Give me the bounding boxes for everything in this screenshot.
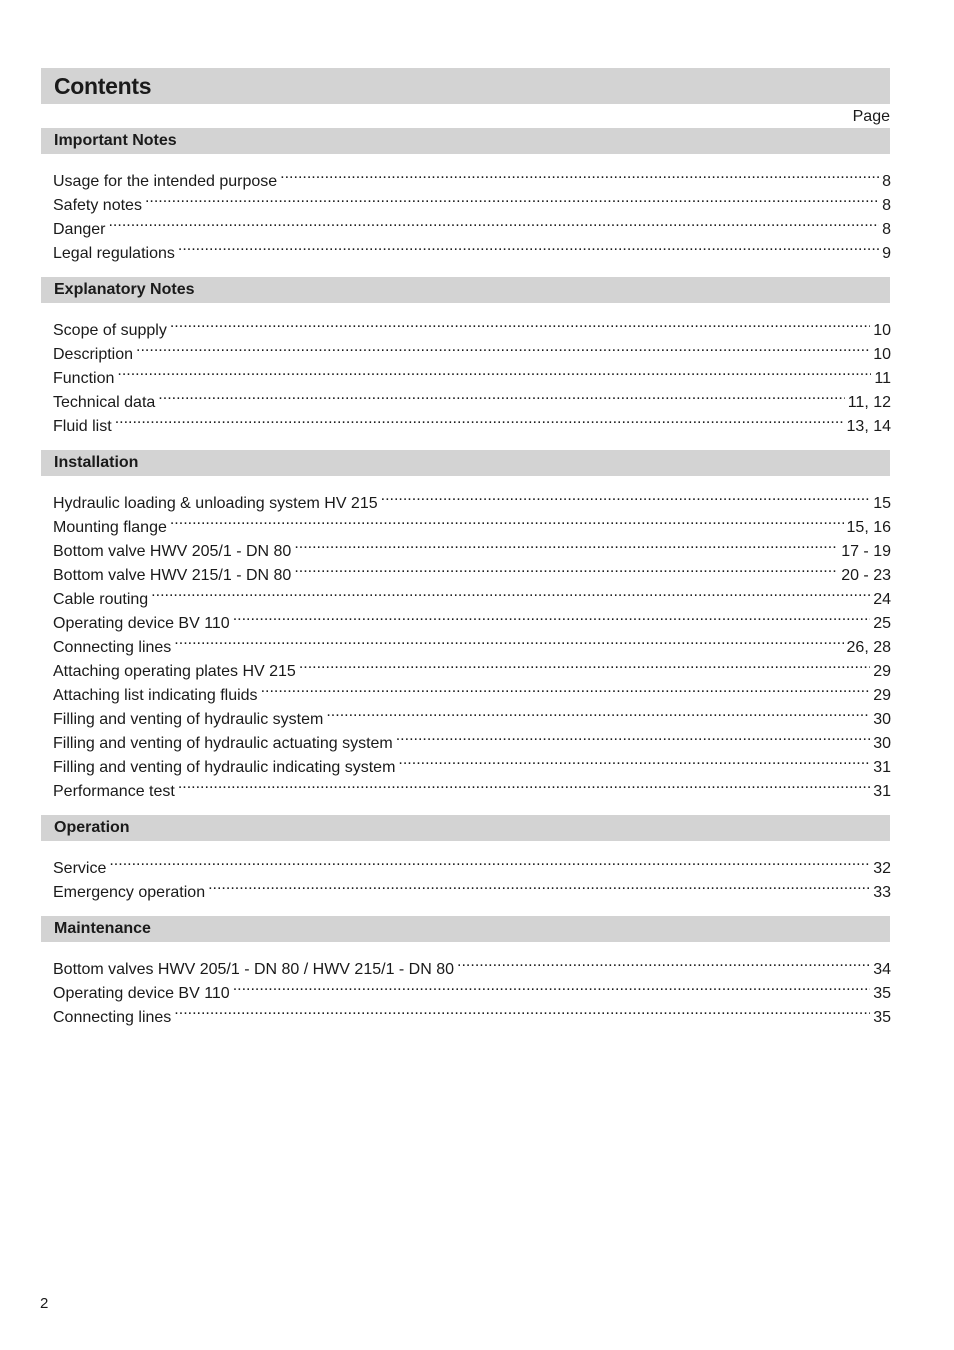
entry-page-number: 13, 14 bbox=[846, 418, 891, 435]
toc-entry[interactable] bbox=[53, 359, 891, 387]
dot-leader bbox=[158, 383, 844, 407]
entry-label: Filling and venting of hydraulic actuating system bbox=[53, 735, 393, 752]
toc-sections bbox=[41, 128, 890, 1041]
entry-page-number: 26, 28 bbox=[846, 639, 891, 656]
entry-page-number: 8 bbox=[882, 197, 891, 214]
entry-page-number: 32 bbox=[873, 860, 891, 877]
entry-label: Performance test bbox=[53, 783, 175, 800]
entry-label: Operating device BV 110 bbox=[53, 615, 230, 632]
entry-label: Operating device BV 110 bbox=[53, 985, 230, 1002]
dot-leader bbox=[170, 508, 844, 532]
toc-entry[interactable] bbox=[53, 210, 891, 238]
entry-list bbox=[41, 154, 891, 262]
dot-leader bbox=[261, 676, 871, 700]
entry-label: Emergency operation bbox=[53, 884, 206, 901]
entry-page-number: 10 bbox=[873, 346, 891, 363]
entry-page-number: 33 bbox=[873, 884, 891, 901]
entry-label: Fluid list bbox=[53, 418, 112, 435]
dot-leader bbox=[109, 849, 870, 873]
toc-section bbox=[41, 916, 890, 1041]
entry-label: Attaching list indicating fluids bbox=[53, 687, 258, 704]
dot-leader bbox=[170, 311, 870, 335]
entry-label: Bottom valves HWV 205/1 - DN 80 / HWV 215/1 - DN 80 bbox=[53, 961, 455, 978]
entry-page-number: 20 - 23 bbox=[841, 567, 891, 584]
page-column-label: Page bbox=[852, 108, 890, 125]
section-header bbox=[41, 277, 890, 303]
entry-label: Filling and venting of hydraulic system bbox=[53, 711, 324, 728]
dot-leader bbox=[233, 604, 871, 628]
entry-label: Attaching operating plates HV 215 bbox=[53, 663, 296, 680]
entry-label: Connecting lines bbox=[53, 639, 172, 656]
entry-label: Cable routing bbox=[53, 591, 149, 608]
section-header bbox=[41, 128, 890, 154]
toc-entry[interactable] bbox=[53, 604, 891, 632]
toc-entry[interactable] bbox=[53, 508, 891, 536]
entry-page-number: 35 bbox=[873, 1009, 891, 1026]
toc-entry[interactable] bbox=[53, 849, 891, 877]
entry-label: Function bbox=[53, 370, 115, 387]
entry-list bbox=[41, 303, 891, 435]
section-title: Operation bbox=[54, 819, 130, 836]
entry-page-number: 29 bbox=[873, 663, 891, 680]
entry-page-number: 11 bbox=[874, 370, 891, 387]
entry-label: Filling and venting of hydraulic indicating system bbox=[53, 759, 396, 776]
entry-label: Legal regulations bbox=[53, 245, 175, 262]
entry-list bbox=[41, 476, 891, 800]
entry-label: Usage for the intended purpose bbox=[53, 173, 278, 190]
entry-page-number: 31 bbox=[873, 783, 891, 800]
toc-entry[interactable] bbox=[53, 532, 891, 560]
entry-label: Hydraulic loading & unloading system HV 215 bbox=[53, 495, 378, 512]
dot-leader bbox=[299, 652, 870, 676]
dot-leader bbox=[294, 532, 838, 556]
dot-leader bbox=[326, 700, 870, 724]
footer-page-number: 2 bbox=[40, 1295, 49, 1312]
entry-list bbox=[41, 942, 891, 1026]
section-title: Important Notes bbox=[54, 132, 177, 149]
entry-page-number: 30 bbox=[873, 711, 891, 728]
entry-label: Danger bbox=[53, 221, 106, 238]
entry-page-number: 35 bbox=[873, 985, 891, 1002]
section-title: Explanatory Notes bbox=[54, 281, 195, 298]
toc-entry[interactable] bbox=[53, 383, 891, 411]
entry-list bbox=[41, 841, 891, 901]
entry-page-number: 29 bbox=[873, 687, 891, 704]
dot-leader bbox=[174, 628, 843, 652]
dot-leader bbox=[115, 407, 844, 431]
dot-leader bbox=[381, 484, 871, 508]
entry-page-number: 17 - 19 bbox=[841, 543, 891, 560]
entry-label: Connecting lines bbox=[53, 1009, 172, 1026]
entry-label: Safety notes bbox=[53, 197, 142, 214]
dot-leader bbox=[280, 162, 879, 186]
toc-entry[interactable] bbox=[53, 335, 891, 363]
toc-entry[interactable] bbox=[53, 950, 891, 978]
toc-entry[interactable] bbox=[53, 628, 891, 656]
toc-entry[interactable] bbox=[53, 772, 891, 800]
toc-entry[interactable] bbox=[53, 484, 891, 512]
dot-leader bbox=[396, 724, 870, 748]
dot-leader bbox=[117, 359, 871, 383]
section-spacer bbox=[41, 431, 890, 450]
toc-entry[interactable] bbox=[53, 234, 891, 262]
section-header bbox=[41, 450, 890, 476]
dot-leader bbox=[398, 748, 870, 772]
toc-entry[interactable] bbox=[53, 162, 891, 190]
dot-leader bbox=[145, 186, 879, 210]
dot-leader bbox=[174, 998, 870, 1022]
dot-leader bbox=[108, 210, 879, 234]
entry-page-number: 25 bbox=[873, 615, 891, 632]
entry-page-number: 11, 12 bbox=[847, 394, 891, 411]
toc-section bbox=[41, 815, 890, 916]
entry-label: Mounting flange bbox=[53, 519, 167, 536]
entry-page-number: 15 bbox=[873, 495, 891, 512]
toc-entry[interactable] bbox=[53, 186, 891, 214]
entry-label: Description bbox=[53, 346, 134, 363]
toc-section bbox=[41, 277, 890, 450]
dot-leader bbox=[457, 950, 870, 974]
entry-page-number: 9 bbox=[882, 245, 891, 262]
contents-page bbox=[41, 68, 890, 1041]
dot-leader bbox=[151, 580, 870, 604]
dot-leader bbox=[208, 873, 870, 897]
dot-leader bbox=[294, 556, 838, 580]
entry-page-number: 30 bbox=[873, 735, 891, 752]
dot-leader bbox=[233, 974, 871, 998]
entry-page-number: 31 bbox=[873, 759, 891, 776]
entry-label: Scope of supply bbox=[53, 322, 167, 339]
entry-label: Bottom valve HWV 215/1 - DN 80 bbox=[53, 567, 292, 584]
entry-label: Service bbox=[53, 860, 107, 877]
dot-leader bbox=[178, 772, 870, 796]
toc-section bbox=[41, 450, 890, 815]
toc-section bbox=[41, 128, 890, 277]
entry-page-number: 10 bbox=[873, 322, 891, 339]
entry-page-number: 15, 16 bbox=[846, 519, 891, 536]
toc-entry[interactable] bbox=[53, 580, 891, 608]
toc-entry[interactable] bbox=[53, 873, 891, 901]
section-header bbox=[41, 916, 890, 942]
entry-page-number: 8 bbox=[882, 221, 891, 238]
dot-leader bbox=[178, 234, 879, 258]
toc-entry[interactable] bbox=[53, 998, 891, 1026]
entry-label: Technical data bbox=[53, 394, 156, 411]
entry-label: Bottom valve HWV 205/1 - DN 80 bbox=[53, 543, 292, 560]
toc-entry[interactable] bbox=[53, 311, 891, 339]
entry-page-number: 24 bbox=[873, 591, 891, 608]
dot-leader bbox=[136, 335, 870, 359]
section-title: Installation bbox=[54, 454, 139, 471]
title-bar bbox=[41, 68, 890, 104]
entry-page-number: 8 bbox=[882, 173, 891, 190]
section-title: Maintenance bbox=[54, 920, 151, 937]
toc-entry[interactable] bbox=[53, 652, 891, 680]
entry-page-number: 34 bbox=[873, 961, 891, 978]
section-header bbox=[41, 815, 890, 841]
toc-entry[interactable] bbox=[53, 407, 891, 435]
page-title: Contents bbox=[54, 72, 152, 99]
